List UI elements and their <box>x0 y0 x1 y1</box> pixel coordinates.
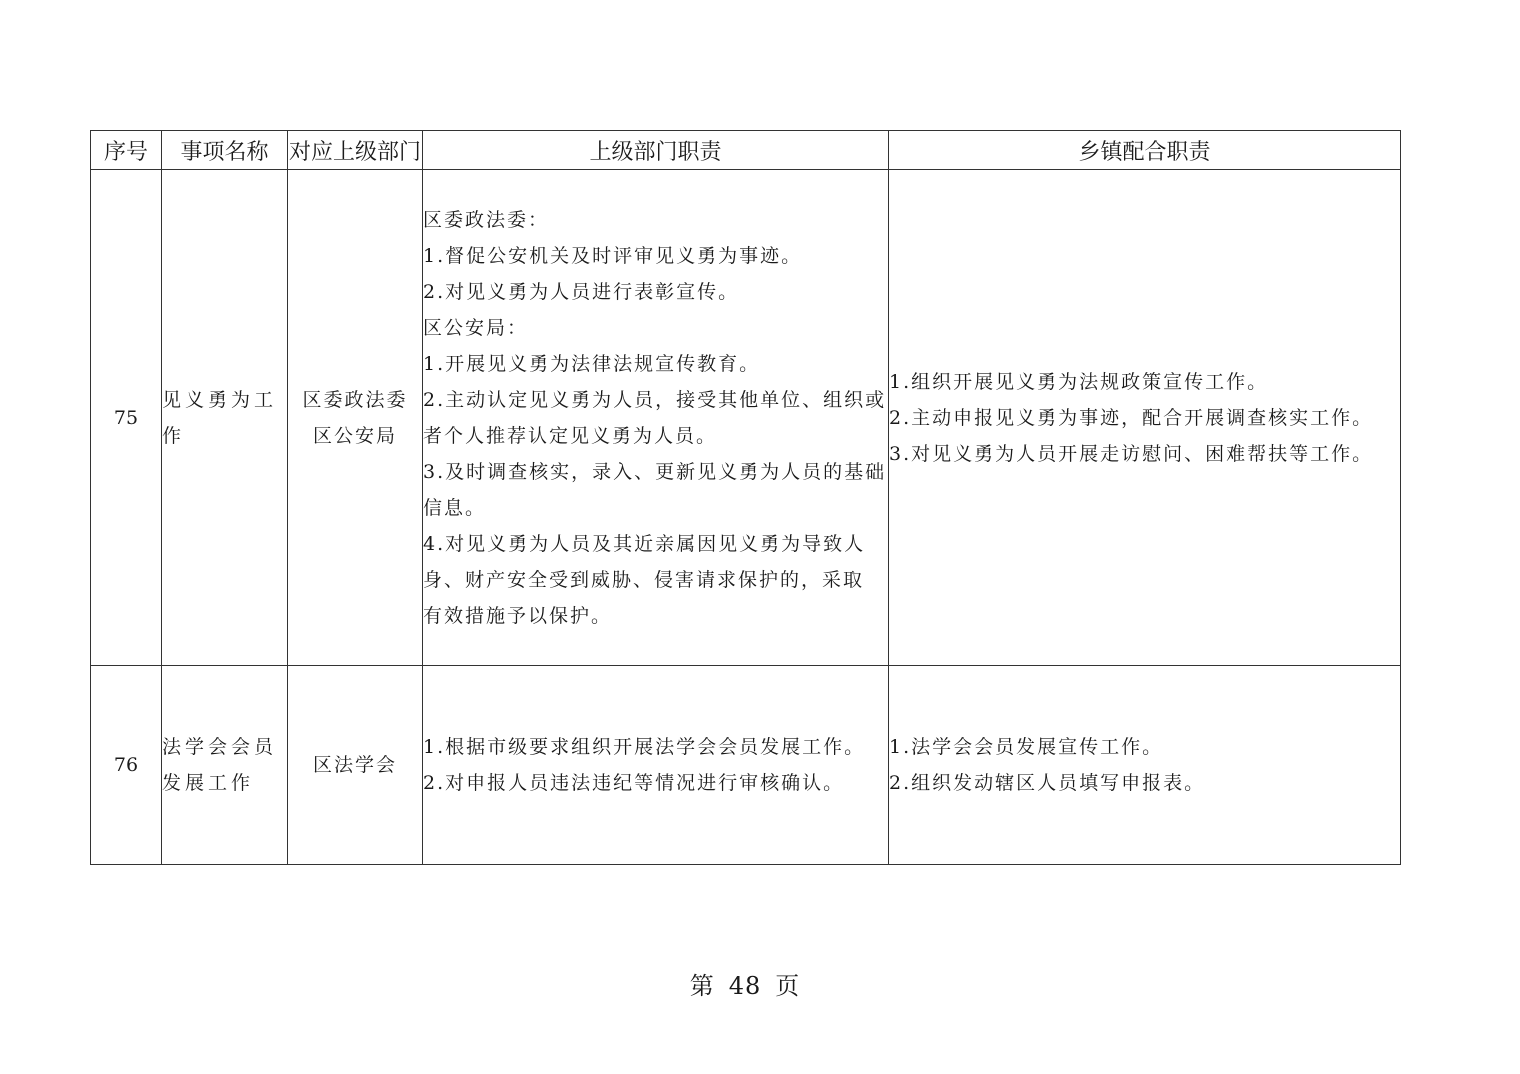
item-name-line: 作 <box>162 424 186 447</box>
row-item-name <box>162 666 288 865</box>
duty-line: 1.督促公安机关及时评审见义勇为事迹。 <box>423 244 803 267</box>
header-upper-dept: 对应上级部门 <box>288 131 423 170</box>
table-row <box>91 170 1401 666</box>
row-town-duty <box>889 666 1401 865</box>
dept-line: 区公安局 <box>312 424 397 447</box>
town-duty-line: 2.组织发动辖区人员填写申报表。 <box>889 772 1206 794</box>
row-upper-duty <box>423 666 889 865</box>
duty-line: 者个人推荐认定见义勇为人员。 <box>423 424 718 447</box>
header-serial: 序号 <box>91 131 162 170</box>
table-row <box>91 666 1401 865</box>
row-upper-dept <box>288 666 423 865</box>
row-upper-duty <box>423 170 889 666</box>
item-name-line: 法学会会员 <box>162 736 278 758</box>
header-item-name: 事项名称 <box>162 131 288 170</box>
row-item-name <box>162 170 288 666</box>
duty-line: 2.主动认定见义勇为人员，接受其他单位、组织或 <box>423 388 887 411</box>
page-number-footer <box>0 966 1490 1001</box>
row-serial: 76 <box>91 666 162 865</box>
row-town-duty <box>889 170 1401 666</box>
item-name-line: 见义勇为工 <box>162 388 278 411</box>
table-header-row <box>91 131 1401 170</box>
row-serial: 75 <box>91 170 162 666</box>
town-duty-line: 3.对见义勇为人员开展走访慰问、困难帮扶等工作。 <box>889 442 1374 465</box>
duty-line: 1.开展见义勇为法律法规宣传教育。 <box>423 352 761 375</box>
row-upper-dept <box>288 170 423 666</box>
header-town-duty: 乡镇配合职责 <box>889 131 1401 170</box>
item-name-line: 发展工作 <box>162 772 255 794</box>
duty-line: 区委政法委： <box>423 208 550 231</box>
duty-line: 3.及时调查核实，录入、更新见义勇为人员的基础 <box>423 460 887 483</box>
header-upper-duty: 上级部门职责 <box>423 131 889 170</box>
duty-line: 2.对申报人员违法违纪等情况进行审核确认。 <box>423 772 845 794</box>
town-duty-line: 1.组织开展见义勇为法规政策宣传工作。 <box>889 370 1269 393</box>
duty-line: 4.对见义勇为人员及其近亲属因见义勇为导致人 <box>423 532 866 555</box>
page-prefix: 第 <box>689 972 715 1000</box>
page-suffix: 页 <box>775 972 801 1000</box>
duty-line: 有效措施予以保护。 <box>423 604 613 627</box>
duty-line: 2.对见义勇为人员进行表彰宣传。 <box>423 280 740 303</box>
duty-table <box>90 130 1401 865</box>
page-number: 48 <box>728 972 762 1000</box>
dept-line: 区法学会 <box>312 754 397 776</box>
duty-line: 1.根据市级要求组织开展法学会会员发展工作。 <box>423 736 866 758</box>
duty-line: 区公安局： <box>423 316 529 339</box>
town-duty-line: 2.主动申报见义勇为事迹，配合开展调查核实工作。 <box>889 406 1374 429</box>
dept-line: 区委政法委 <box>302 388 408 411</box>
town-duty-line: 1.法学会会员发展宣传工作。 <box>889 736 1164 758</box>
duty-line: 身、财产安全受到威胁、侵害请求保护的，采取 <box>423 568 865 591</box>
duty-line: 信息。 <box>423 496 487 519</box>
